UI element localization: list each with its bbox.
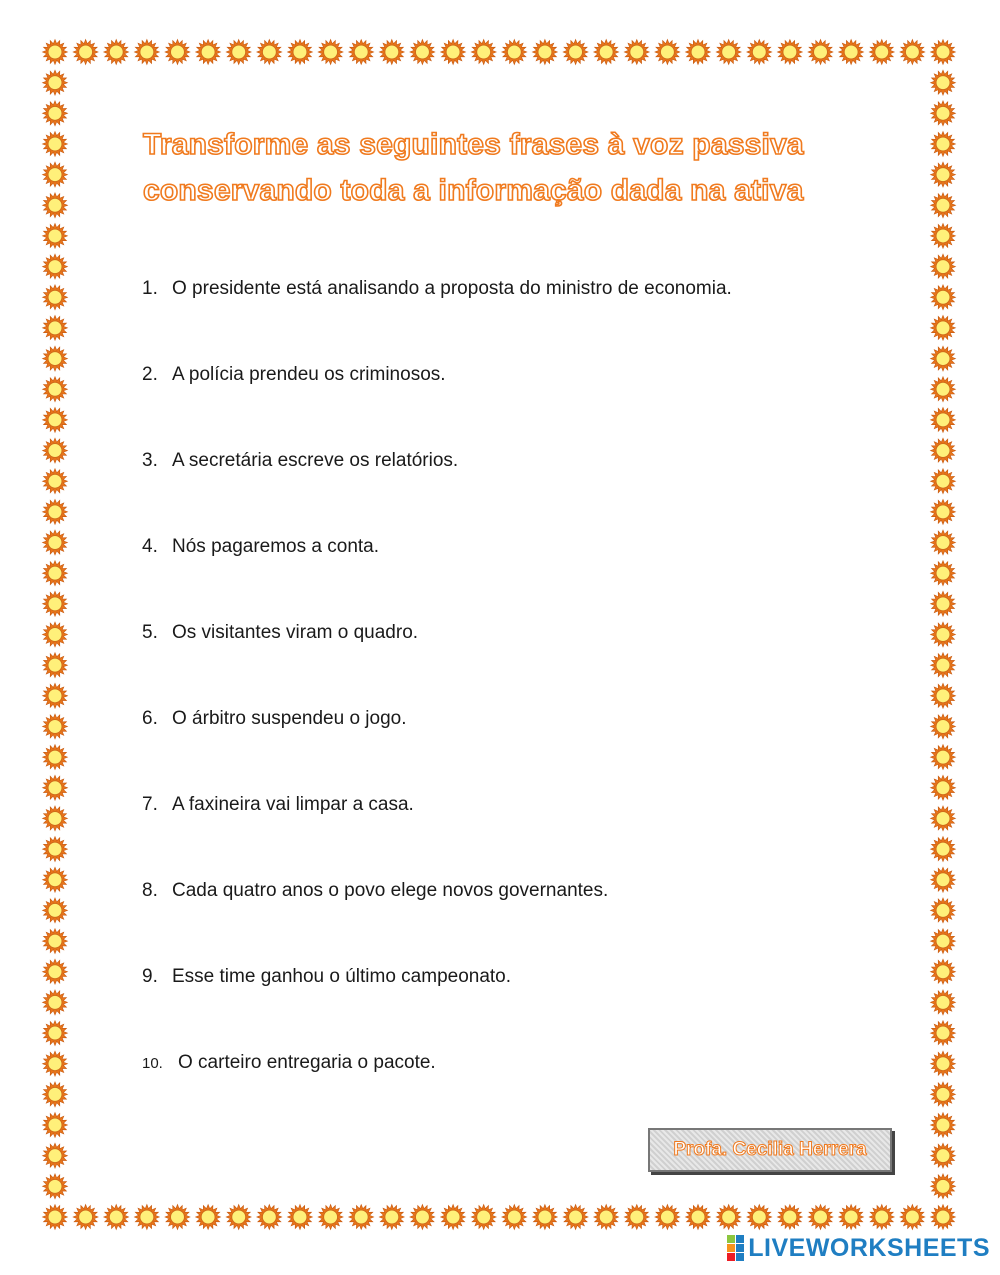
sun-icon: [43, 898, 68, 923]
sun-icon: [43, 775, 68, 800]
sun-icon: [43, 223, 68, 248]
sun-icon: [931, 898, 956, 923]
sun-icon: [43, 1143, 68, 1168]
sun-icon: [686, 40, 711, 65]
signature-text: Profa. Cecilia Herrera: [673, 1139, 867, 1160]
signature-box: [648, 1128, 892, 1172]
item-number: 2.: [142, 364, 158, 385]
list-item: [142, 877, 902, 963]
sun-icon: [43, 1113, 68, 1138]
sun-icon: [931, 775, 956, 800]
sun-icon: [226, 1205, 251, 1230]
sun-icon: [43, 990, 68, 1015]
sun-icon: [931, 561, 956, 586]
sun-icon: [808, 40, 833, 65]
sun-icon: [594, 40, 619, 65]
sun-icon: [441, 1205, 466, 1230]
item-number: 10.: [142, 1055, 163, 1072]
sun-icon: [379, 40, 404, 65]
item-number: 9.: [142, 966, 158, 987]
sentence-list: [142, 275, 902, 1135]
sun-icon: [931, 346, 956, 371]
sun-icon: [379, 1205, 404, 1230]
sun-icon: [349, 1205, 374, 1230]
sun-icon: [931, 101, 956, 126]
list-item: [142, 361, 902, 447]
sun-icon: [43, 653, 68, 678]
sun-icon: [563, 40, 588, 65]
sun-icon: [931, 653, 956, 678]
sun-icon: [931, 1174, 956, 1199]
item-text: Nós pagaremos a conta.: [172, 536, 380, 557]
item-text: O árbitro suspendeu o jogo.: [172, 708, 407, 729]
item-text: O presidente está analisando a proposta do ministro de economia.: [172, 278, 732, 299]
sun-icon: [655, 40, 680, 65]
sun-icon: [716, 1205, 741, 1230]
sun-icon: [931, 714, 956, 739]
sun-icon: [165, 1205, 190, 1230]
sun-icon: [43, 162, 68, 187]
sun-icon: [43, 40, 68, 65]
sun-icon: [502, 40, 527, 65]
sun-icon: [931, 70, 956, 95]
sun-icon: [931, 1113, 956, 1138]
sun-icon: [900, 1205, 925, 1230]
title-line-1: Transforme as seguintes frases à voz passiva: [143, 128, 804, 161]
sun-icon: [931, 254, 956, 279]
sun-icon: [931, 162, 956, 187]
item-number: 5.: [142, 622, 158, 643]
sun-icon: [43, 1082, 68, 1107]
sun-icon: [43, 837, 68, 862]
sun-icon: [624, 40, 649, 65]
sun-icon: [839, 40, 864, 65]
sun-icon: [900, 40, 925, 65]
sun-icon: [43, 1174, 68, 1199]
sun-icon: [777, 40, 802, 65]
sun-icon: [43, 315, 68, 340]
sun-icon: [43, 806, 68, 831]
item-text: O carteiro entregaria o pacote.: [178, 1052, 436, 1073]
item-text: A faxineira vai limpar a casa.: [172, 794, 414, 815]
item-number: 4.: [142, 536, 158, 557]
sun-icon: [931, 132, 956, 157]
item-number: 6.: [142, 708, 158, 729]
sun-icon: [73, 1205, 98, 1230]
sun-icon: [43, 132, 68, 157]
sun-icon: [747, 40, 772, 65]
item-number: 8.: [142, 880, 158, 901]
sun-icon: [716, 40, 741, 65]
sun-icon: [931, 683, 956, 708]
sun-icon: [43, 70, 68, 95]
sun-icon: [43, 1021, 68, 1046]
list-item: [142, 533, 902, 619]
sun-icon: [869, 1205, 894, 1230]
sun-icon: [43, 469, 68, 494]
item-number: 1.: [142, 278, 158, 299]
item-text: A polícia prendeu os criminosos.: [172, 364, 446, 385]
logo-text: LIVEWORKSHEETS: [748, 1233, 990, 1262]
sun-icon: [931, 990, 956, 1015]
sun-icon: [257, 1205, 282, 1230]
sun-icon: [931, 1143, 956, 1168]
sun-icon: [288, 40, 313, 65]
sun-icon: [43, 346, 68, 371]
sun-icon: [43, 561, 68, 586]
sun-icon: [165, 40, 190, 65]
sun-icon: [288, 1205, 313, 1230]
sun-icon: [931, 193, 956, 218]
sun-icon: [777, 1205, 802, 1230]
item-number: 7.: [142, 794, 158, 815]
sun-icon: [43, 959, 68, 984]
list-item: [142, 705, 902, 791]
sun-icon: [839, 1205, 864, 1230]
sun-icon: [43, 683, 68, 708]
sun-icon: [808, 1205, 833, 1230]
sun-icon: [624, 1205, 649, 1230]
sun-icon: [931, 745, 956, 770]
item-text: Os visitantes viram o quadro.: [172, 622, 419, 643]
sun-icon: [931, 530, 956, 555]
sun-icon: [471, 40, 496, 65]
sun-icon: [134, 40, 159, 65]
sun-icon: [931, 499, 956, 524]
sun-icon: [43, 101, 68, 126]
sun-icon: [410, 1205, 435, 1230]
sun-icon: [931, 40, 956, 65]
sun-icon: [931, 929, 956, 954]
item-text: Cada quatro anos o povo elege novos governantes.: [172, 880, 609, 901]
sun-icon: [655, 1205, 680, 1230]
liveworksheets-logo-icon: [727, 1235, 744, 1261]
sun-icon: [747, 1205, 772, 1230]
sun-icon: [73, 40, 98, 65]
sun-icon: [931, 1205, 956, 1230]
liveworksheets-logo[interactable]: [727, 1233, 990, 1263]
sun-icon: [931, 867, 956, 892]
sun-icon: [43, 499, 68, 524]
sun-icon: [43, 1205, 68, 1230]
list-item: [142, 447, 902, 533]
sun-icon: [931, 806, 956, 831]
sun-icon: [931, 1082, 956, 1107]
sun-icon: [134, 1205, 159, 1230]
title-line-2: conservando toda a informação dada na ativa: [143, 174, 804, 207]
list-item: [142, 791, 902, 877]
list-item: [142, 1049, 902, 1135]
sun-icon: [532, 1205, 557, 1230]
worksheet-title: [143, 122, 903, 214]
sun-icon: [869, 40, 894, 65]
sun-icon: [43, 714, 68, 739]
sun-icon: [931, 469, 956, 494]
sun-icon: [931, 407, 956, 432]
sun-icon: [196, 40, 221, 65]
sun-icon: [594, 1205, 619, 1230]
sun-icon: [226, 40, 251, 65]
item-text: Esse time ganhou o último campeonato.: [172, 966, 512, 987]
sun-icon: [43, 285, 68, 310]
sun-icon: [318, 1205, 343, 1230]
sun-icon: [104, 1205, 129, 1230]
sun-icon: [931, 285, 956, 310]
sun-icon: [931, 438, 956, 463]
sun-icon: [196, 1205, 221, 1230]
sun-icon: [43, 867, 68, 892]
sun-icon: [931, 1051, 956, 1076]
sun-icon: [931, 1021, 956, 1046]
sun-icon: [931, 959, 956, 984]
sun-icon: [471, 1205, 496, 1230]
sun-icon: [43, 745, 68, 770]
sun-icon: [257, 40, 282, 65]
sun-icon: [43, 193, 68, 218]
sun-icon: [931, 591, 956, 616]
sun-icon: [931, 223, 956, 248]
item-text: A secretária escreve os relatórios.: [172, 450, 459, 471]
list-item: [142, 963, 902, 1049]
sun-icon: [104, 40, 129, 65]
sun-icon: [349, 40, 374, 65]
sun-icon: [441, 40, 466, 65]
sun-icon: [43, 377, 68, 402]
item-number: 3.: [142, 450, 158, 471]
sun-icon: [43, 530, 68, 555]
sun-icon: [318, 40, 343, 65]
sun-icon: [43, 254, 68, 279]
sun-icon: [43, 929, 68, 954]
sun-icon: [410, 40, 435, 65]
sun-icon: [43, 407, 68, 432]
sun-icon: [563, 1205, 588, 1230]
sun-icon: [686, 1205, 711, 1230]
list-item: [142, 275, 902, 361]
sun-icon: [43, 622, 68, 647]
sun-icon: [502, 1205, 527, 1230]
sun-icon: [931, 837, 956, 862]
sun-icon: [43, 591, 68, 616]
sun-icon: [931, 622, 956, 647]
sun-icon: [43, 1051, 68, 1076]
list-item: [142, 619, 902, 705]
sun-icon: [532, 40, 557, 65]
sun-icon: [43, 438, 68, 463]
sun-icon: [931, 377, 956, 402]
sun-icon: [931, 315, 956, 340]
